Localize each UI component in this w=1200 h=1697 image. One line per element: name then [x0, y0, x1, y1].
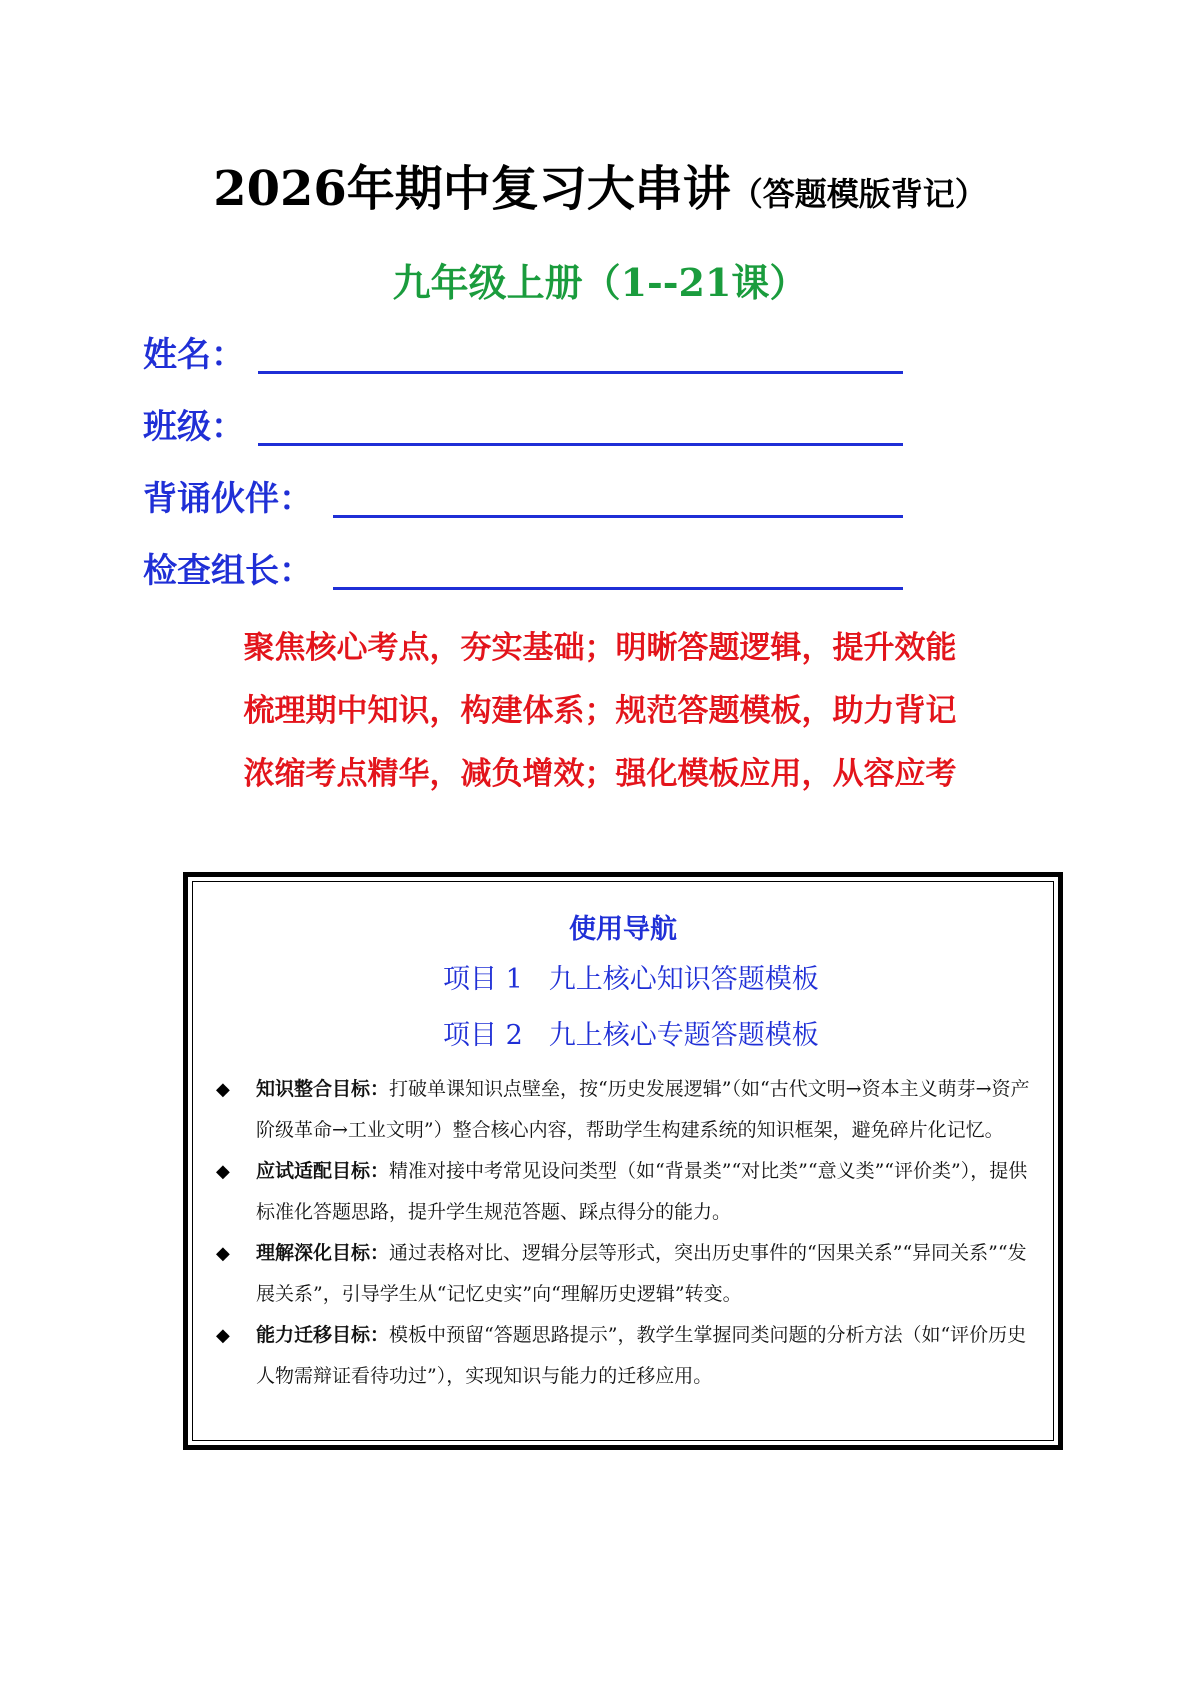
goal-text: 精准对接中考常见设问类型（如“背景类”“对比类”“意义类”“评价类”），提供标准化答题思路，提升学生规范答题、踩点得分的能力。 — [256, 1160, 1028, 1223]
slogan-line: 浓缩考点精华，减负增效；强化模板应用，从容应考 — [243, 756, 957, 792]
goal-item-transfer — [212, 1315, 1044, 1397]
goal-text: 打破单课知识点壁垒，按“历史发展逻辑”（如“古代文明→资本主义萌芽→资产阶级革命→工业文明”）整合核心内容，帮助学生构建系统的知识框架，避免碎片化记忆。 — [256, 1078, 1030, 1141]
name-label: 姓名： — [143, 335, 245, 375]
diamond-bullet-icon: ◆ — [216, 1161, 230, 1182]
leader-field[interactable] — [143, 546, 903, 596]
title-sub: （答题模版背记） — [730, 175, 987, 213]
nav-item-number: 项目 1 — [443, 964, 523, 995]
goal-item-understanding — [212, 1233, 1044, 1315]
partner-blank-line[interactable] — [333, 515, 903, 518]
diamond-bullet-icon: ◆ — [216, 1243, 230, 1264]
leader-label: 检查组长： — [143, 551, 313, 591]
goal-item-knowledge — [212, 1069, 1044, 1151]
nav-item-number: 项目 2 — [443, 1020, 523, 1051]
diamond-bullet-icon: ◆ — [216, 1325, 230, 1346]
goal-list — [212, 1069, 1044, 1397]
goal-head: 能力迁移目标： — [256, 1324, 390, 1346]
leader-blank-line[interactable] — [333, 587, 903, 590]
nav-item-project-1 — [443, 957, 819, 996]
nav-item-text: 九上核心专题答题模板 — [548, 1020, 819, 1051]
goal-text: 通过表格对比、逻辑分层等形式，突出历史事件的“因果关系”“异同关系”“发展关系”，引导学生从“记忆史实”向“理解历史逻辑”转变。 — [256, 1242, 1027, 1305]
diamond-bullet-icon: ◆ — [216, 1079, 230, 1100]
usage-guide-title: 使用导航 — [569, 914, 677, 945]
goal-head: 应试适配目标： — [256, 1160, 390, 1182]
class-blank-line[interactable] — [258, 443, 903, 446]
page-title — [0, 150, 1200, 219]
goal-text: 模板中预留“答题思路提示”，教学生掌握同类问题的分析方法（如“评价历史人物需辩证看待功过”），实现知识与能力的迁移应用。 — [256, 1324, 1027, 1387]
goal-head: 理解深化目标： — [256, 1242, 390, 1264]
page-subtitle: 九年级上册（1--21课） — [392, 260, 808, 305]
name-field[interactable] — [143, 330, 903, 380]
slogan-line: 聚焦核心考点，夯实基础；明晰答题逻辑，提升效能 — [243, 630, 957, 666]
usage-guide-box — [183, 872, 1063, 1450]
partner-field[interactable] — [143, 474, 903, 524]
partner-label: 背诵伙伴： — [143, 479, 313, 519]
nav-item-project-2 — [443, 1013, 819, 1052]
goal-head: 知识整合目标： — [256, 1078, 390, 1100]
title-main: 2026年期中复习大串讲 — [213, 161, 731, 217]
slogan-line: 梳理期中知识，构建体系；规范答题模板，助力背记 — [243, 693, 957, 729]
class-label: 班级： — [143, 407, 245, 447]
goal-item-exam — [212, 1151, 1044, 1233]
nav-item-text: 九上核心知识答题模板 — [548, 964, 819, 995]
name-blank-line[interactable] — [258, 371, 903, 374]
class-field[interactable] — [143, 402, 903, 452]
